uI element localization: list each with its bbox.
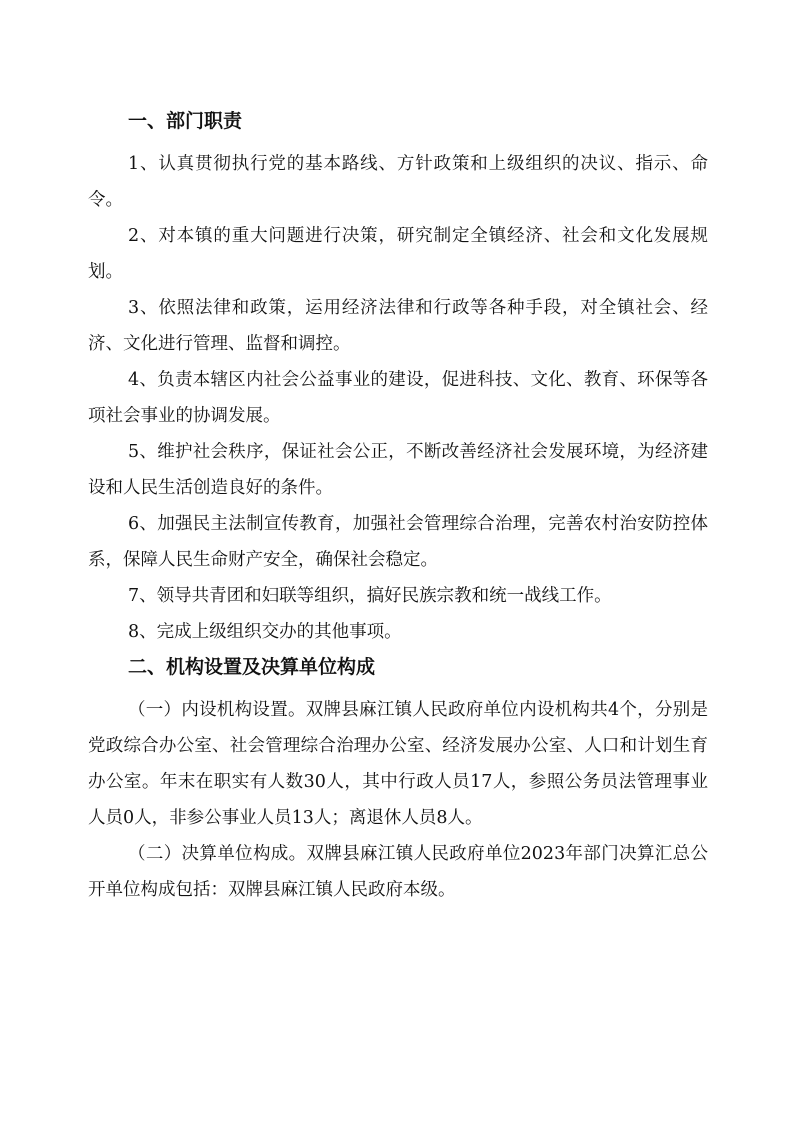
duty-item-3: 3、依照法律和政策，运用经济法律和行政等各种手段，对全镇社会、经济、文化进行管理、监督和调控。 (88, 298, 708, 354)
duty-item-5: 5、维护社会秩序，保证社会公正，不断改善经济社会发展环境，为经济建设和人民生活创造良好的条件。 (88, 442, 708, 498)
internal-structure-paragraph: （一）内设机构设置。双牌县麻江镇人民政府单位内设机构共4个，分别是党政综合办公室、社会管理综合治理办公室、经济发展办公室、人口和计划生育办公室。年末在职实有人数30人，其中行政人员17人，参照公务员法管理事业人员0人，非参公事业人员13人；离退休人员8人。 (88, 700, 708, 828)
document-body (88, 108, 708, 908)
duty-item-2: 2、对本镇的重大问题进行决策，研究制定全镇经济、社会和文化发展规划。 (88, 226, 708, 282)
unit-composition-paragraph: （二）决算单位构成。双牌县麻江镇人民政府单位2023年部门决算汇总公开单位构成包括：双牌县麻江镇人民政府本级。 (88, 844, 708, 900)
section-heading-structure: 二、机构设置及决算单位构成 (128, 656, 376, 678)
duty-item-8: 8、完成上级组织交办的其他事项。 (128, 622, 402, 642)
section-heading-duties: 一、部门职责 (128, 110, 243, 132)
duty-item-1: 1、认真贯彻执行党的基本路线、方针政策和上级组织的决议、指示、命令。 (88, 154, 708, 210)
duty-item-4: 4、负责本辖区内社会公益事业的建设，促进科技、文化、教育、环保等各项社会事业的协调发展。 (88, 370, 708, 426)
duty-item-6: 6、加强民主法制宣传教育，加强社会管理综合治理，完善农村治安防控体系，保障人民生命财产安全，确保社会稳定。 (88, 514, 708, 570)
duty-item-7: 7、领导共青团和妇联等组织，搞好民族宗教和统一战线工作。 (128, 586, 612, 606)
